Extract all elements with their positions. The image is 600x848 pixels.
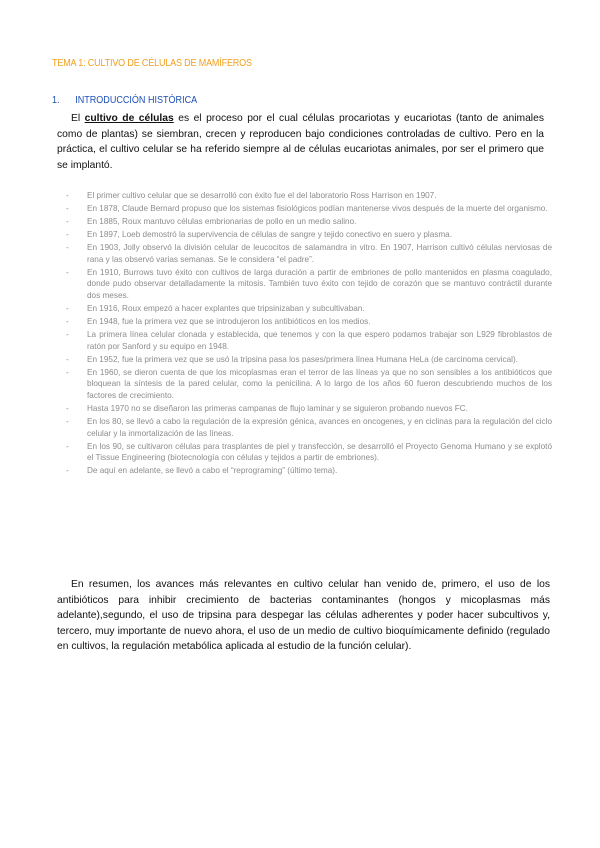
history-item-text: En 1948, fue la primera vez que se introdujeron los antibióticos en los medios. <box>87 317 371 326</box>
history-item-text: En 1897, Loeb demostró la supervivencia de células de sangre y tejido conectivo en suero y plasma. <box>87 230 453 240</box>
history-item <box>66 465 552 477</box>
history-item <box>66 190 552 202</box>
section-heading <box>52 94 197 106</box>
history-item <box>66 316 552 328</box>
history-list <box>66 190 552 478</box>
bullet-dash: - <box>66 217 69 227</box>
history-item-text: La primera línea celular clonada y establecida, que tenemos y con la que espero podamos trabajar son L929 fibroblastos de ratón por Sanford y su equipo en 1948. <box>87 330 552 351</box>
history-item-text: En 1916, Roux empezó a hacer explantes que tripsinizaban y subcultivaban. <box>87 303 365 313</box>
bullet-dash: - <box>66 204 69 214</box>
history-item <box>66 267 552 302</box>
history-item-text: En 1903, Jolly observó la división celular de leucocitos de salamandra in vitro. En 1907, Harrison cultivó células nerviosas de rana y las observó varias semanas. Se le considera “el padre”. <box>87 243 552 264</box>
bullet-dash: - <box>66 330 69 340</box>
bullet-dash: - <box>66 230 69 240</box>
section-title: INTRODUCCIÓN HISTÓRICA <box>75 94 198 106</box>
history-item <box>66 441 552 464</box>
topic-title: TEMA 1: CULTIVO DE CÉLULAS DE MAMÍFEROS <box>52 57 252 69</box>
bullet-dash: - <box>66 441 69 451</box>
history-item <box>66 242 552 265</box>
bullet-dash: - <box>66 317 69 326</box>
bullet-dash: - <box>66 243 69 253</box>
history-item <box>66 303 552 315</box>
history-item <box>66 403 552 415</box>
intro-lead: El <box>71 113 81 124</box>
bullet-dash: - <box>66 416 69 426</box>
history-item <box>66 216 552 228</box>
intro-keyword: cultivo de células <box>84 113 174 124</box>
history-item <box>66 416 552 439</box>
history-item-text: En 1952, fue la primera vez que se usó la tripsina pasa los pases/primera línea Humana HeLa (de carcinoma cervical). <box>87 354 518 364</box>
intro-text: es el proceso por el cual células procariotas y eucariotas (tanto de animales como de plantas) se siembran, crecen y reproducen bajo condiciones controladas de cultivo. Pero en la práctica, el cultivo celular se ha referido siempre al de células eucariotas animales, por ser el primero que se implantó. <box>57 113 544 171</box>
history-item <box>66 367 552 402</box>
history-item <box>66 229 552 241</box>
bullet-dash: - <box>66 367 69 377</box>
history-item-text: Hasta 1970 no se diseñaron las primeras campanas de flujo laminar y se siguieron probando nuevos FC. <box>87 403 468 413</box>
history-item <box>66 329 552 352</box>
history-item <box>66 203 552 215</box>
bullet-dash: - <box>66 267 69 277</box>
history-item-text: En los 90, se cultivaron células para trasplantes de piel y transfección, se desarrolló el Proyecto Genoma Humano y se explotó el Tissue Engineering (biotecnología con células y tejidos a partir de embriones). <box>87 441 552 463</box>
intro-paragraph <box>57 111 544 173</box>
history-item-text: En los 80, se llevó a cabo la regulación de la expresión génica, avances en oncogenes, y en ciclinas para la regulación del ciclo celular y la inmortalización de las líneas. <box>87 416 552 438</box>
summary-paragraph <box>57 577 550 655</box>
history-item-text: En 1960, se dieron cuenta de que los micoplasmas eran el terror de las líneas ya que no son sensibles a los antibióticos que bloquean la síntesis de la pared celular, como la penicilina. A lo largo de los años 60 fueron descubriendo muchos de los factores de crecimiento. <box>87 367 552 400</box>
bullet-dash: - <box>66 466 69 476</box>
history-item-text: El primer cultivo celular que se desarrolló con éxito fue el del laboratorio Ross Harrison en 1907. <box>87 191 437 200</box>
history-item-text: En 1885, Roux mantuvo células embrionarias de pollo en un medio salino. <box>87 217 357 227</box>
history-item-text: En 1910, Burrows tuvo éxito con cultivos de larga duración a partir de embriones de pollo mantenidos en plasma coagulado, donde pudo observar detalladamente la mitosis. También tuvo éxito con tejido de corazón que se mantuvo contráctil durante dos meses. <box>87 267 552 300</box>
bullet-dash: - <box>66 403 69 413</box>
bullet-dash: - <box>66 354 69 364</box>
bullet-dash: - <box>66 303 69 313</box>
section-number: 1. <box>52 94 60 106</box>
history-item <box>66 354 552 366</box>
history-item-text: De aquí en adelante, se llevó a cabo el “reprograming” (último tema). <box>87 466 338 476</box>
summary-text: En resumen, los avances más relevantes en cultivo celular han venido de, primero, el uso de los antibióticos para inhibir crecimiento de bacterias contaminantes (hongos y micoplasmas más adelante),segundo, el uso de tripsina para despegar las células adherentes y poder hacer subcultivos y, tercero, muy importante de nuevo ahora, el uso de un medio de cultivo bioquímicamente definido (regulado en cultivos, la regulación metabólica aplicada al estudio de la función celular). <box>57 579 550 653</box>
history-item-text: En 1878, Claude Bernard propuso que los sistemas fisiológicos podían mantenerse vivos después de la muerte del organismo. <box>87 204 548 214</box>
bullet-dash: - <box>66 191 69 200</box>
